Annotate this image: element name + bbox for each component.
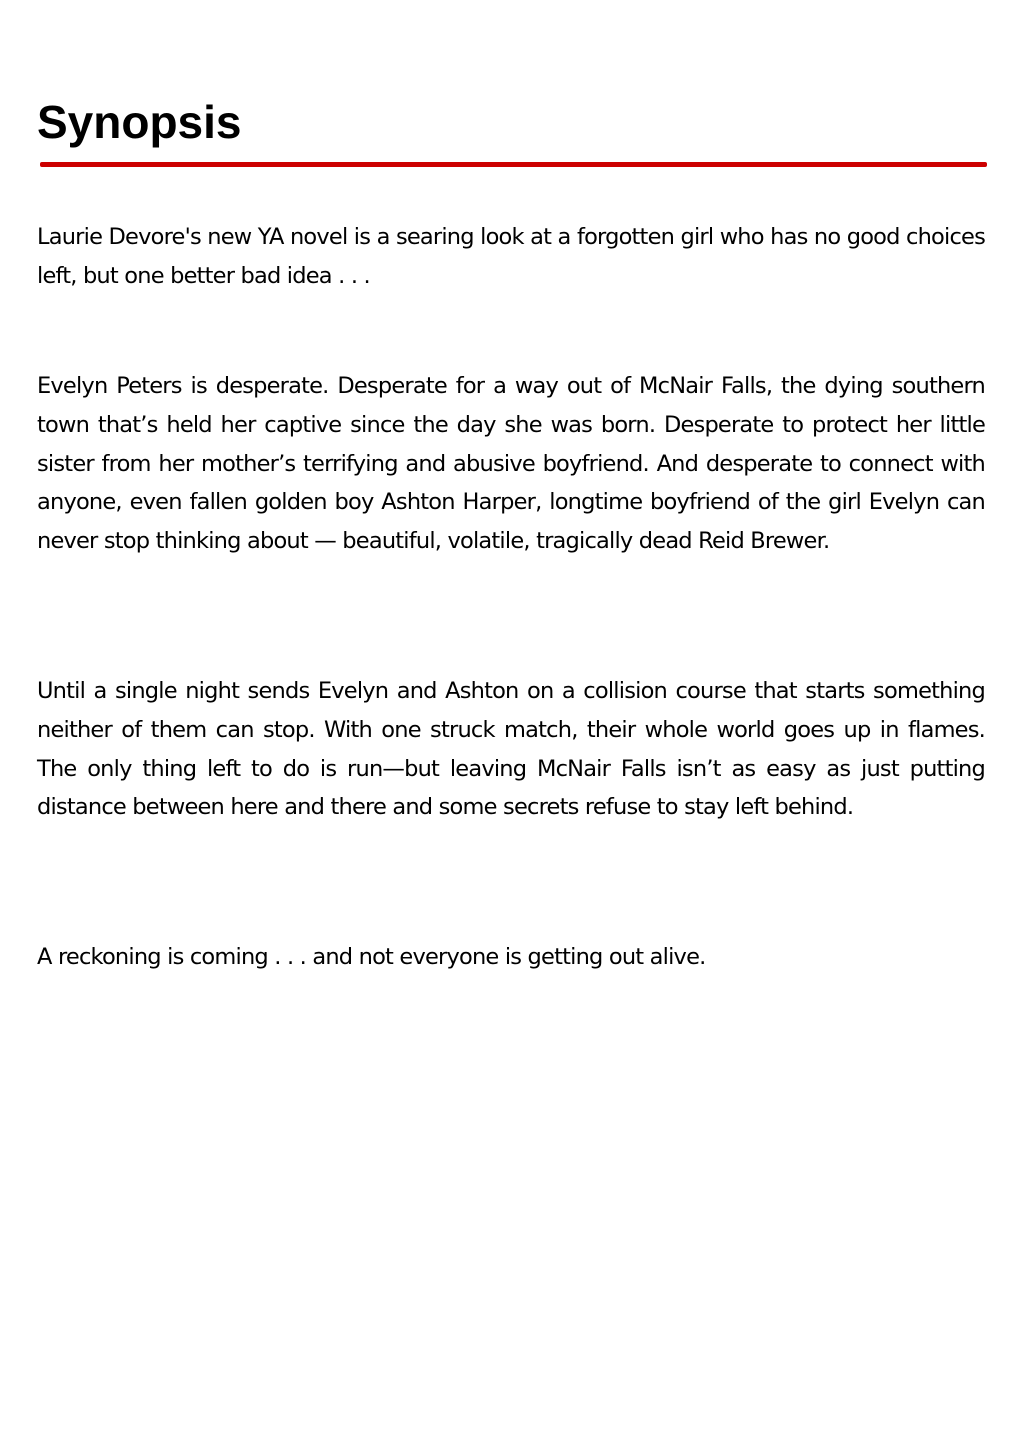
page-title: Synopsis xyxy=(37,96,242,148)
title-underline-rule xyxy=(40,162,987,167)
synopsis-paragraph-collision: Until a single night sends Evelyn and Ashton on a collision course that starts something neither of them can stop. With one struck match, their whole world goes up in flames. The only thing left to do is run—but leaving McNair Falls isn’t as easy as just putting distance between here and there and some secrets refuse to stay left behind. xyxy=(37,678,985,821)
synopsis-paragraph-evelyn: Evelyn Peters is desperate. Desperate for a way out of McNair Falls, the dying southern town that’s held her captive since the day she was born. Desperate to protect her little sister from her mother’s terrifying and abusive boyfriend. And desperate to connect with anyone, even fallen golden boy Ashton Harper, longtime boyfriend of the girl Evelyn can never stop thinking about — beautiful, volatile, tragically dead Reid Brewer. xyxy=(37,373,985,555)
synopsis-paragraph-reckoning: A reckoning is coming . . . and not everyone is getting out alive. xyxy=(37,944,706,970)
synopsis-paragraph-intro: Laurie Devore's new YA novel is a searing look at a forgotten girl who has no good choices left, but one better bad idea . . . xyxy=(37,224,985,289)
